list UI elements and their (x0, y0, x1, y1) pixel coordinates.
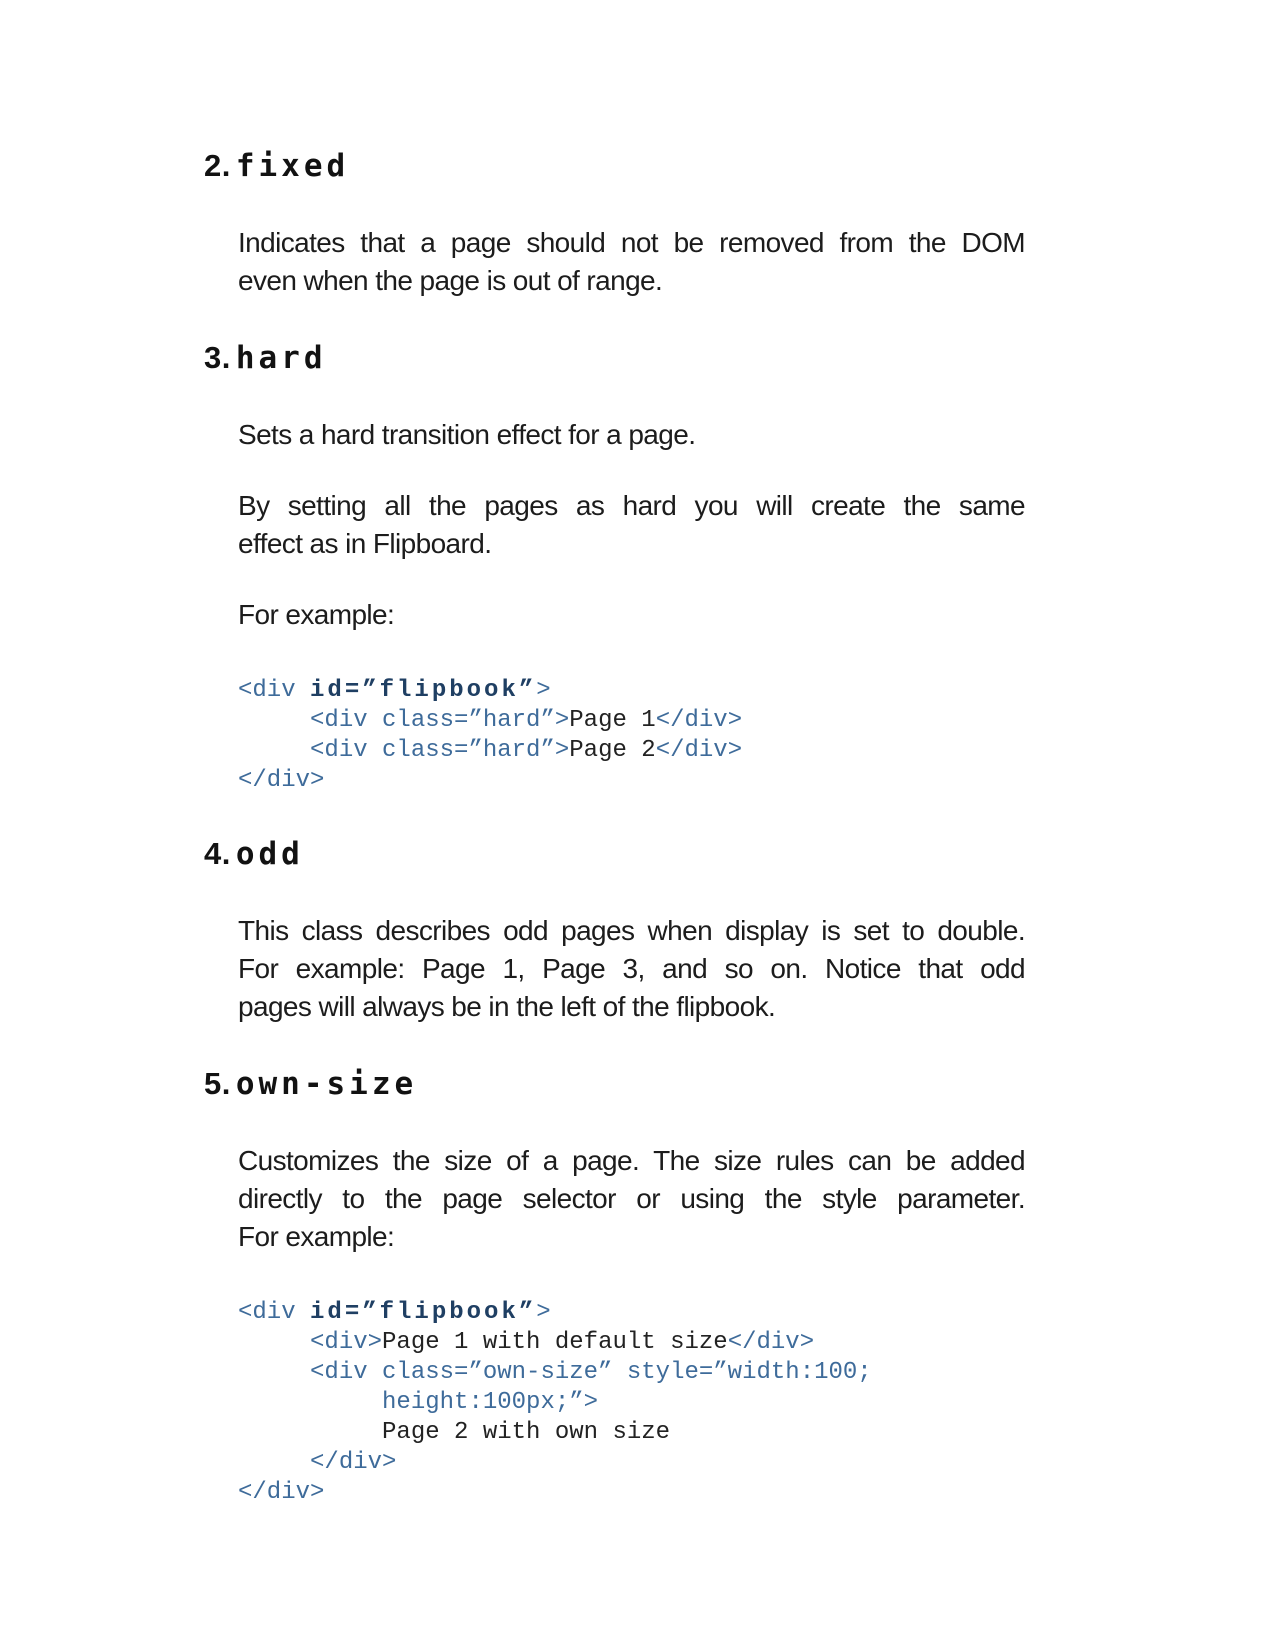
section-number: 5. (204, 1066, 231, 1101)
code-line (238, 1448, 1027, 1478)
code-segment-strong: id=”flipbook” (310, 677, 537, 704)
code-segment-plain: Page 1 with default size (382, 1329, 728, 1356)
paragraph (238, 487, 1025, 563)
code-segment-tag: </div> (655, 737, 743, 764)
text-line: even when the page is out of range. (238, 265, 663, 296)
code-segment-tag: <div> (238, 1329, 383, 1356)
code-segment-tag: <div (238, 1299, 311, 1326)
code-segment-tag: height:100px;”> (238, 1389, 599, 1416)
code-line (238, 1298, 1027, 1328)
code-block-own-size-example (238, 1298, 1027, 1508)
code-segment-tag: </div> (727, 1329, 815, 1356)
section-title: hard (235, 340, 327, 376)
text-line: For example: (238, 1221, 395, 1252)
text-line: effect as in Flipboard. (238, 528, 492, 559)
text-line: For example: Page 1, Page 3, and so on. Notice that odd (238, 953, 1025, 984)
paragraph (238, 596, 1025, 634)
text-line: pages will always be in the left of the flipbook. (238, 991, 776, 1022)
code-segment-plain: Page 1 (569, 707, 656, 734)
code-line (238, 736, 1027, 766)
code-segment-tag: </div> (655, 707, 743, 734)
code-segment-tag: > (536, 1299, 551, 1326)
paragraph (238, 224, 1025, 300)
section-title: own-size (235, 1066, 418, 1102)
section-heading-own-size (204, 1068, 1027, 1100)
code-line (238, 1418, 1027, 1448)
section-own-size (204, 1068, 1027, 1508)
section-fixed (204, 150, 1027, 300)
text-line: Sets a hard transition effect for a page. (238, 419, 696, 450)
code-line (238, 1328, 1027, 1358)
code-line (238, 676, 1027, 706)
section-number: 4. (204, 836, 231, 871)
code-line (238, 1478, 1027, 1508)
code-line (238, 706, 1027, 736)
section-title: odd (235, 836, 304, 872)
code-line (238, 766, 1027, 796)
code-segment-tag: <div class=”hard”> (238, 707, 570, 734)
section-number: 2. (204, 148, 231, 183)
section-odd (204, 838, 1027, 1026)
text-line: By setting all the pages as hard you will create the same (238, 490, 1025, 521)
code-segment-tag: > (536, 677, 551, 704)
text-line: For example: (238, 599, 395, 630)
code-segment-tag: </div> (238, 1449, 397, 1476)
section-title: fixed (235, 148, 350, 184)
code-segment-tag: </div> (238, 1479, 325, 1506)
paragraph (238, 912, 1025, 1026)
section-heading-fixed (204, 150, 1027, 182)
section-heading-hard (204, 342, 1027, 374)
code-segment-tag: <div (238, 677, 311, 704)
code-segment-tag: </div> (238, 767, 325, 794)
section-hard (204, 342, 1027, 796)
paragraph (238, 416, 1025, 454)
code-segment-plain: Page 2 with own size (238, 1419, 671, 1446)
text-line: Customizes the size of a page. The size rules can be added (238, 1145, 1025, 1176)
text-line: directly to the page selector or using the style parameter. (238, 1183, 1025, 1214)
code-block-hard-example (238, 676, 1027, 796)
code-line (238, 1358, 1027, 1388)
code-segment-strong: id=”flipbook” (310, 1299, 537, 1326)
code-segment-tag: <div class=”hard”> (238, 737, 570, 764)
code-segment-tag: <div class=”own-size” style=”width:100; (238, 1359, 872, 1386)
section-heading-odd (204, 838, 1027, 870)
paragraph (238, 1142, 1025, 1256)
code-segment-plain: Page 2 (569, 737, 656, 764)
text-line: This class describes odd pages when display is set to double. (238, 915, 1025, 946)
code-line (238, 1388, 1027, 1418)
text-line: Indicates that a page should not be removed from the DOM (238, 227, 1025, 258)
section-number: 3. (204, 340, 231, 375)
